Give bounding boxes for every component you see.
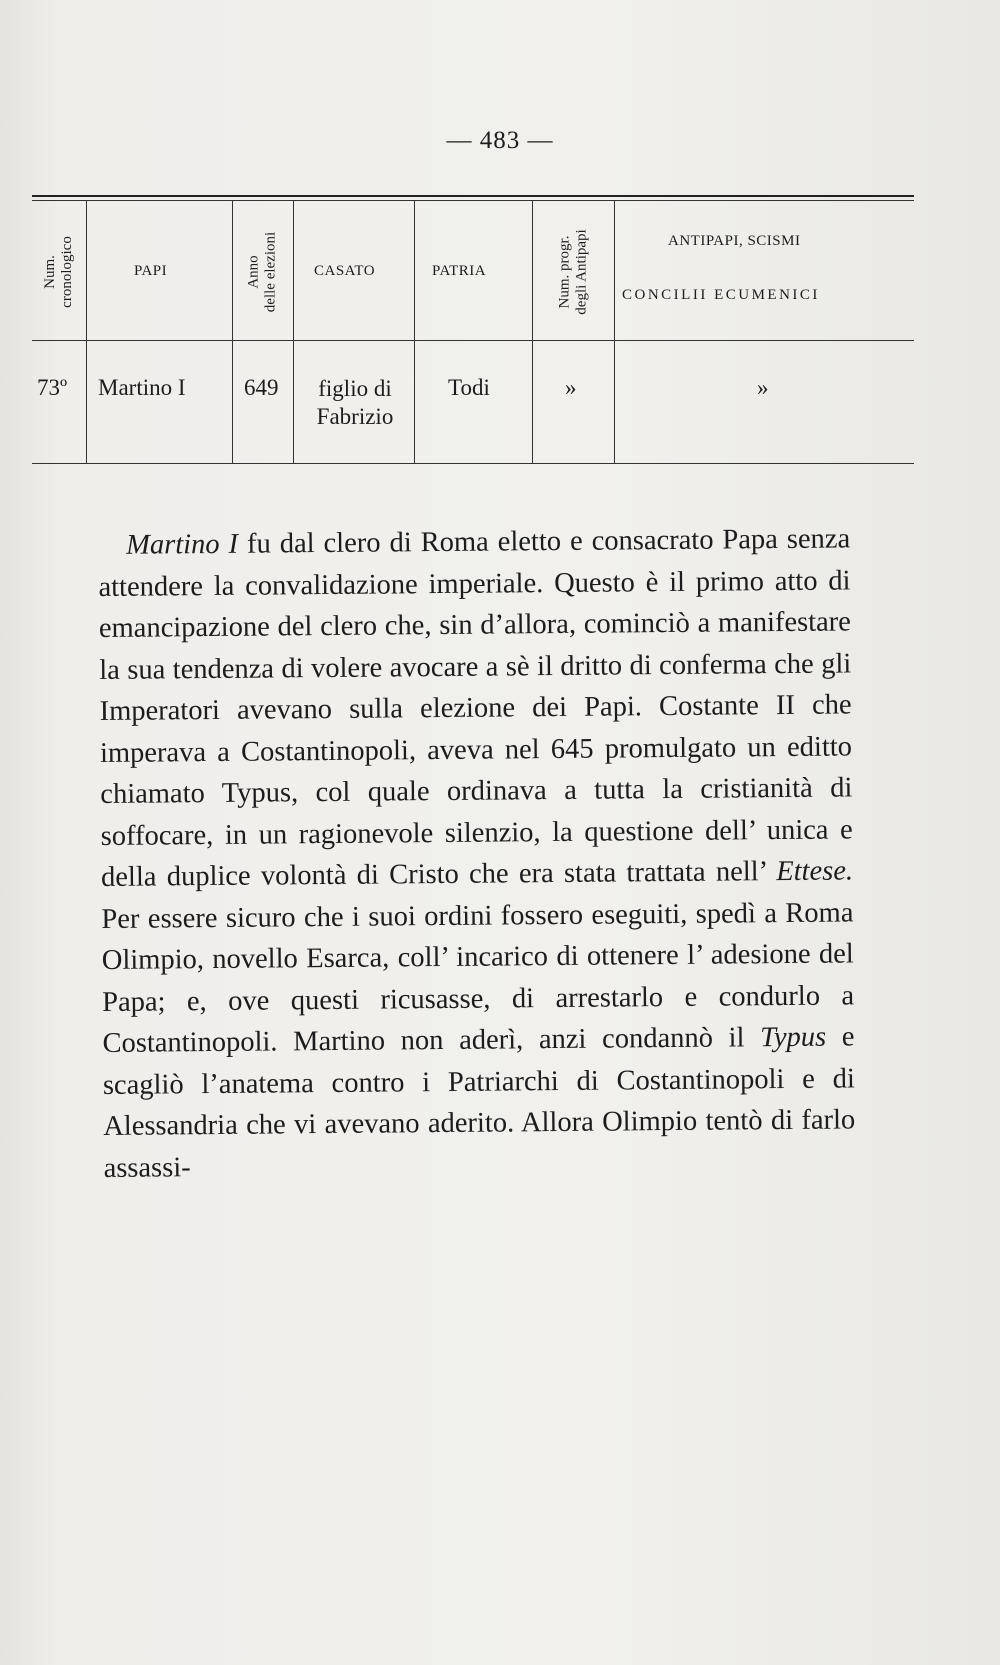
cell-casato-line: figlio di: [318, 376, 392, 401]
text-run: e scagliò l’anatema contro i Patriarchi di Costantinopoli e di Alessandria che vi avevano aderito. Allora Olimpio tentò di farlo assassi-: [102, 1021, 856, 1184]
italic-term: Typus: [760, 1021, 827, 1054]
column-divider: [293, 200, 294, 463]
header-antipapi: ANTIPAPI, SCISMI: [668, 233, 801, 249]
header-line: degli Antipapi: [573, 229, 590, 315]
header-patria: PATRIA: [432, 263, 487, 279]
body-paragraph: [98, 518, 856, 1189]
paragraph: [98, 518, 856, 1189]
header-papi: PAPI: [134, 263, 168, 279]
cell-papa: Martino I: [98, 375, 186, 400]
cell-antipapi: »: [757, 375, 769, 400]
cell-num: 73º: [37, 375, 68, 400]
column-divider: [532, 200, 533, 463]
cell-num-progr: »: [565, 375, 577, 400]
table-top-rule-thin: [32, 200, 914, 201]
header-num-progr: [557, 215, 591, 330]
header-line: Anno: [245, 255, 262, 289]
column-divider: [232, 200, 233, 463]
column-divider: [414, 200, 415, 463]
italic-name: Martino I: [126, 528, 239, 561]
column-divider: [86, 200, 87, 463]
header-casato: CASATO: [314, 263, 376, 279]
cell-patria: Todi: [448, 375, 490, 400]
header-anno: [246, 215, 280, 330]
table-bottom-rule: [32, 463, 914, 464]
italic-term: Ettese.: [776, 855, 854, 888]
table-top-rule: [32, 195, 914, 197]
cell-casato: [305, 375, 405, 431]
cell-casato-line: Fabrizio: [316, 404, 394, 429]
page-number: — 483 —: [446, 127, 554, 154]
column-divider: [614, 200, 615, 463]
header-concilii: CONCILII ECUMENICI: [622, 287, 820, 303]
header-line: Num. progr.: [556, 235, 573, 309]
table-header-rule: [32, 340, 914, 341]
header-line: delle elezioni: [262, 231, 279, 313]
header-line: Num.: [42, 255, 58, 289]
text-run: fu dal clero di Roma eletto e consacrato Papa senza attendere la convalidazione imperiale. Questo è il primo atto di emancipazione del clero che, sin d’allora, cominciò a manifestare la sua tendenza di volere avocare a sè il dritto di conferma che gli Imperatori avevano sulla elezione dei Papi. Costante II che imperava a Costantinopoli, aveva nel 645 promulgato un editto chiamato Typus, col quale ordinava a tutta la cristianità di soffocare, in un ragionevole silenzio, la questione dell’ unica e della duplice volontà di Cristo che era stata trattata nell’: [98, 523, 853, 893]
cell-anno: 649: [244, 375, 279, 400]
header-line: cronologico: [59, 236, 75, 308]
text-run: Per essere sicuro che i suoi ordini fossero eseguiti, spedì a Roma Olimpio, novello Esarca, coll’ incarico di ottenere l’ adesione del Papa; e, ove questi ricusasse, di arrestarlo e condurlo a Costantinopoli. Martino non aderì, anzi condannò il: [101, 896, 855, 1059]
header-num-cronologico: [42, 217, 76, 327]
